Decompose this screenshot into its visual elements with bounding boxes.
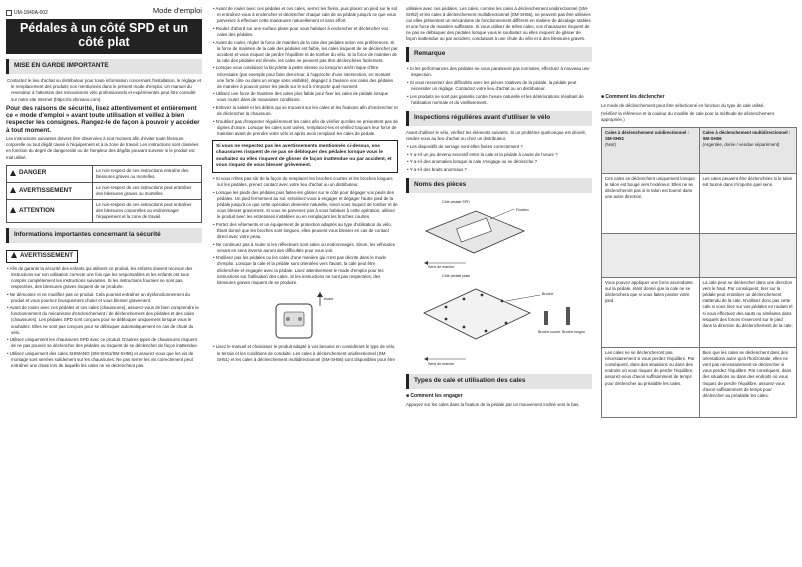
danger-label: DANGER [19,169,47,177]
list-item: • Roulez d'abord sur une surface plane pour vous habituer à enclencher et déclencher vos cales des pédales. [213,25,389,37]
doc-code: UM-1840A-002 [14,9,48,16]
page-title: Pédales à un côté SPD et un côté plat [6,19,202,54]
long-pin-label: Broche longue [562,329,586,334]
list-item: • Avant de rouler avec ces pédales et ces cales, serrez les freins, puis placez un pied sur le sol et entraînez-vous à enclencher et déclencher chaque cale de sa pédale jusqu'à ce que vous parveniez à effectuer cette manœuvre naturellement et sans effort. [213,6,398,24]
list-item: • Afin de garantir la sécurité des enfants qui utilisent ce produit, les enfants doivent recevoir des instructions sur son utilisation correcte une fois que les responsables et les enfants ont tous compris complètement les instructions suivantes. Si les instructions fournies ne sont pas respectées, des blessures graves risquent de se produire. [7,265,193,289]
engage-heading: ■ Comment les engager [406,392,463,399]
list-item: • Lorsque vous conduisez la bicyclette à petite vitesse ou lorsqu'un arrêt risque d'être nécessaire (par exemple pour faire demi-tour, à l'approche d'une intersection, en montant une forte côte ou dans un virage sans visibilité), dégagez à l'avance vos cales des pédales de manière à pouvoir poser les pieds sur le sol à n'importe quel moment. [213,65,394,89]
sh51-heading: Cales à déclenchement unidirectionnel : SM-SH51 [605,130,689,142]
cleat-comparison-table [601,127,797,418]
list-item: • Si les performances des pédales ne vous paraissent pas normales, effectuez à nouveau une inspection. [407,66,590,78]
warning-triangle-icon [10,187,16,193]
cleat-compat-paragraph: utilisées avec ces pédales. Les cales, comme les cales à déclenchement unidirectionnel (SM-SH52) et les cales à déclenchement multidirectionnel (SM-SH55), ne peuvent pas être utilisées car elles présentent un mécanisme de fonctionnement différent en matière de décalage stables et une force de maintien suffisante. Si vous utilisez de telles cales, vos chaussures risquent de ne pas se débloquer des pédales lorsque vous le souhaitez ou elles risquent de glisser de façon inattendue ou par accident, conduisant à une chute du vélo et à des blessures graves. [406,6,591,42]
list-item: • N'oubliez pas d'inspecter régulièrement les cales afin de vérifier qu'elles ne présentent pas de signes d'usure. Lorsque les cales sont usées, remplacez-les et vérifiez toujours leur force de maintien avant de prendre votre vélo et après avoir remplacé les cales de pédale. [213,118,398,137]
list-item: • Ne continuez pas à rouler si les réflecteurs sont sales ou endommagés. Sinon, les véhicules venant en sens inverse auront des difficultés pour vous voir. [213,241,395,253]
short-pin-label: Broche courte [538,329,561,334]
list-item: • Lorsque les pieds des pédales puis faites-les glisser sur le côté pour dégager vos pieds des pédales. Un pied fermement au sol, entraînez-vous à engager et dégager l'autre pied de la pédale jusqu'à ce que cette opération devienne naturelle, sinon vous risquez de tomber et de vous blesser gravement. Si vous ne parvenez pas à vous habituer à cette opération, utilisez le produit avec les entretoises installées ou en remplaçant les broches courtes. [213,189,398,220]
list-item: • Utilisez une force de maintien des cales plus faible pour fixer les cales de pédale lorsque vous roulez dans de mauvaises conditions. [213,91,389,103]
sh56-upward-text: La cale peut se déclencher dans une direction vers le haut. Par conséquent, tirer sur la pédale peut entraîner un déclenchement inattendu de la cale. N'utilisez donc pas cette cale si vous tirez sur vos pédales en roulant et si vous effectuez des sauts ou similaires dans lesquels des forces s'exercent sur le pied dans la direction du déclenchement de la cale. [699,278,797,348]
table-row [602,278,797,348]
column-1 [6,6,202,563]
caution-label: ATTENTION [19,206,55,214]
sh56-heading: Cales à déclenchement multidirectionnel : SM-SH56 [702,130,791,142]
column-2 [212,6,398,563]
avertissement-box: AVERTISSEMENT [6,250,78,263]
sh51-release-text: Ces cales se déclenchent uniquement lorsque le talon est bougé vers l'extérieur. Elles ne se déclencheront pas si le talon est tourné dans une autre direction. [602,174,700,234]
list-item: • Enlevez la saleté et les débris qui se trouvent sur les cales et les fixations afin d'enclencher et de déclencher la chaussure. [213,105,398,117]
doc-header [6,6,202,16]
sh51-upward-text: Vous pouvez appliquer une force ascendante sur la pédale, étant donné que la cale ne se déclenchera que si vous faites pivoter votre pied. [602,278,700,348]
warning-levels-table [6,165,202,224]
list-item: • Utilisez uniquement des cales SHIMANO (SM-SH51/SM-SH56) et assurez-vous que les vis de montage sont serrées solidement sur les chaussures. Ne pas serrer les vis correctement peut entraîner une chute lors de laquelle les cales ne se déclenchent pas. [7,351,194,369]
list-item: • Les produits ne sont pas garantis contre l'usure naturelle et les détériorations résultant de l'utilisation normale et du vieillissement. [407,93,584,105]
release-paragraph: Le mode de déclenchement peut être sélectionné en fonction du type de cale utilisé. [601,102,765,108]
spd-pedal-diagram [406,197,592,269]
column-3 [406,6,592,563]
fixation-label: Fixation [516,207,529,212]
list-item: • Y a-t-il un jeu devenu excessif entre la cale et la pédale à cause de l'usure ? [407,151,558,157]
release-note: (Vérifiez la référence et la couleur du modèle de cale pour la méthode de déclenchement appropriée.) [601,110,774,123]
engage-paragraph: Appuyez sur les cales dans la fixation de la pédale par un mouvement incliné vers le bas. [406,401,580,407]
flat-side-label: Côté pédale plate [442,273,471,278]
warning-triangle-icon [10,170,16,176]
danger-text: Le non-respect de ces instructions entraîne des blessures graves ou mortelles. [93,165,202,182]
table-row [7,182,202,199]
section-cleat-types: Types de cale et utilisation des cales [406,374,592,389]
list-item: • Lisez le manuel et choisissez le produit adapté à vos besoins en considérant le type de vélo, le terrain et les conditions de conduite. Les cales à déclenchement unidirectionnel (SM-SH51) et les cales à déclenchement multidirectionnel (SM-SH56) sont disponibles pour être [213,344,396,362]
section-remarque: Remarque [406,47,592,62]
list-item: • Utilisez uniquement les chaussures SPD avec ce produit. D'autres types de chaussures risquent de ne pas pouvoir se déclencher des pédales ou risquent de se déclencher de façon inattendue. [7,337,198,349]
inspection-paragraph: Avant d'utiliser le vélo, vérifiez les éléments suivants. Si un problème quelconque est décelé, rendez-vous au lieu d'achat ou chez un distributeur. [406,129,587,141]
cleat-illustration [250,290,338,342]
column-4 [601,6,797,563]
safety-bold-notice: Pour des raisons de sécurité, lisez attentivement et entièrement ce « mode d'emploi » avant toute utilisation et veillez à bien respecter les consignes. Rangez-le de façon à pouvoir y accéder à tout moment. [6,104,200,134]
table-row [602,128,797,174]
warning-text: Le non-respect de ces instructions peut entraîner des blessures graves ou mortelles. [93,182,202,199]
direction-label: Sens de marche [428,264,455,269]
list-item: • N'utilisez pas les pédales ou les cales d'une manière qui n'est pas décrite dans le mode d'emploi. Lorsque la cale et la pédale sont orientées vers l'avant, la cale peut être déclenchée et engagée avec la pédale. Lisez attentivement le mode d'emploi pour les instructions sur l'utilisation des cales. Si les instructions ne sont pas respectées, des blessures graves risquent de se produire. [213,255,386,285]
list-item: • Avant de rouler, réglez la force de maintien de la cale des pédales selon vos préférences. Si la force de maintien de la cale des pédales est faible, les cales risquent de se déclencher par accident et vous risquez de perdre l'équilibre et de tomber du vélo. Si la force de maintien de la cale des pédales est élevée, les cales ne peuvent pas être déclenchées facilement. [213,39,398,63]
section-inspections: Inspections régulières avant d'utiliser le vélo [406,111,592,126]
list-item: • Y a-t-il des anomalies lorsque la cale s'engage ou se déclenche ? [407,159,538,165]
section-important-warning: MISE EN GARDE IMPORTANTE [6,59,202,74]
list-item: • Si vous ressentez des difficultés avec les pièces rotatives de la pédale, la pédale peut nécessiter un réglage. Contactez votre lieu d'achat ou un distributeur. [407,80,577,92]
warning-triangle-icon [11,252,17,258]
list-item: • Les dispositifs de serrage sont-elles fixées correctement ? [407,143,523,149]
section-part-names: Noms des pièces [406,178,592,193]
table-row [7,199,202,222]
sh56-release-text: Les cales peuvent être déclenchées si le talon est tourné dans n'importe quel sens. [699,174,797,234]
list-item: • Si vous n'êtes pas sûr de la façon de remplacer les broches courtes et les broches longues sur les pédales, prenez contact avec votre lieu d'achat ou un distributeur. [213,176,393,188]
doc-mode: Mode d'emploi [152,6,202,15]
table-row [7,165,202,182]
list-item: • Avant de rouler avec ces pédales et ces cales (chaussures), assurez-vous de bien comprendre le fonctionnement du mécanisme d'enclenchement / de déclenchement des pédales et des cales (chaussures). Les pédales SPD sont conçues pour se débloquer uniquement lorsque vous le souhaitez. Elles ne sont pas conçues pour se débloquer automatiquement en cas de chute du vélo. [7,305,199,335]
section-safety-info: Informations importantes concernant la sécurité [6,228,202,243]
boxed-warning: Si vous ne respectez pas les avertissements mentionnés ci-dessus, vos chaussures risquent de ne pas se débloquer des pédales lorsque vous le souhaitez ou elles risquent de glisser de façon inattendue ou par accident, et vous risquez de vous blesser grièvement. [212,140,398,173]
release-heading: ■ Comment les déclencher [601,94,665,100]
table-row [602,174,797,234]
list-item: • Y a-t-il des bruits anormaux ? [407,166,467,172]
table-row [602,234,797,278]
checkbox-icon [6,10,12,16]
pin-label: Broche [542,291,554,296]
sh56-balance-text: Bien que les cales se déclenchent dans des orientations autre qu'à l'horizontale, elles ne vont pas nécessairement se déclencher si vous perdez l'équilibre. Par conséquent, dans des situations ou dans des endroits où vous risquez de perdre l'équilibre, assurez-vous d'avoir suffisamment de temps pour déclencher au préalable les cales. [699,348,797,418]
intro-paragraph: Contactez le lieu d'achat ou distributeur pour toute information concernant l'installation, le réglage et le remplacement des produits non mentionnés dans le présent mode d'emploi. Un manuel du revendeur à l'attention des mécaniciens vélo professionnels et expérimentés peut être consulté sur notre site Internet (https://si.shimano.com). [7,78,202,102]
shoe-release-illustration [700,234,797,277]
direction-label: Sens de marche [428,361,455,366]
list-item: • Ne démontez et ne modifiez pas ce produit. Cela pourrait entraîner un dysfonctionnement du produit et vous pourriez brusquement chuter et vous blesser gravement. [7,291,190,303]
sh56-color: (Argentée, dorée / vendue séparément) [702,142,780,148]
warning-label: AVERTISSEMENT [19,186,73,194]
caution-text: Le non-respect de ces instructions peut entraîner des blessures corporelles ou endommager l'équipement et la zone de travail. [93,199,202,222]
shoe-release-illustration [602,234,699,277]
list-item: • Portez des vêtements et un équipement de protection adaptés au type d'utilisation du vélo. Étant donné que les broches sont longues, elles peuvent vous blesser en cas de contact direct avec votre peau. [213,221,392,239]
front-label: Avant [324,297,334,302]
warning-triangle-icon [10,207,16,213]
sh51-color: (Noir) [605,142,616,148]
spd-side-label: Côté pédale SPD [442,199,470,204]
table-row [602,348,797,418]
instructions-paragraph: Les instructions suivantes doivent être observées à tout moment afin d'éviter toute blessure corporelle ou tout dégât causé à l'équipement et à la zone de travail. Les instructions sont classées en fonction du degré de dangerosité ou de l'ampleur des dégâts pouvant survenir si le produit est mal utilisé. [6,136,199,160]
sh51-balance-text: Les cales ne se déclencheront pas nécessairement si vous perdez l'équilibre. Par conséquent, dans des situations ou dans des endroits où vous risquez de perdre l'équilibre, assurez-vous d'avoir suffisamment de temps pour déclencher au préalable les cales. [602,348,700,418]
flat-pedal-diagram [406,271,592,367]
